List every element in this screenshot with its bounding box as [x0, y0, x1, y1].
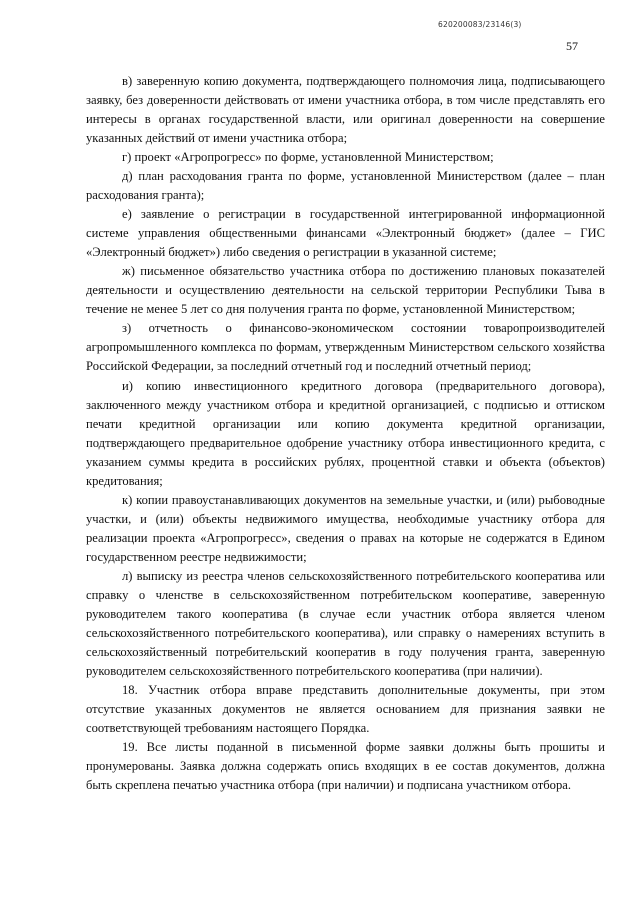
paragraph-clause-19: 19. Все листы поданной в письменной форме заявки должны быть прошиты и пронумерованы. Заявка должна содержать опись входящих в ее состав документов, должна быть скреплена печатью участника отбора (при наличии) и подписана участником отбора.: [86, 740, 605, 793]
paragraph-item-v: в) заверенную копию документа, подтверждающего полномочия лица, подписывающего заявку, без доверенности действовать от имени участника отбора, в том числе представлять его интересы в органах государственной власти, или оригинал доверенности на совершение указанных действий от имени участника отбора;: [86, 74, 605, 146]
document-body: [86, 72, 605, 795]
paragraph-item-zh: ж) письменное обязательство участника отбора по достижению плановых показателей деятельности и осуществлению деятельности на сельской территории Республики Тыва в течение не менее 5 лет со дня получения гранта по форме, установленной Министерством;: [86, 264, 605, 317]
document-id: 620200083/23146(3): [438, 20, 522, 29]
paragraph-item-l: л) выписку из реестра членов сельскохозяйственного потребительского кооператива или справку о членстве в сельскохозяйственном потребительском кооперативе, заверенную руководителем такого кооператива (в случае если участник отбора является членом сельскохозяйственного потребительского кооператива), или справку о намерениях вступить в сельскохозяйственный потребительский кооператив в году получения гранта, заверенную руководителем сельскохозяйственного потребительского кооператива (при наличии).: [86, 568, 605, 678]
paragraph-item-d: д) план расходования гранта по форме, установленной Министерством (далее – план расходования гранта);: [86, 169, 605, 203]
paragraph-item-i: и) копию инвестиционного кредитного договора (предварительного договора), заключенного между участником отбора и кредитной организацией, с подписью и оттиском печати кредитной организации или копию документа кредитной организации, подтверждающего предварительное одобрение участнику отбора инвестиционного кредита, с указанием суммы кредита в российских рублях, процентной ставки и объекта (объектов) кредитования;: [86, 378, 605, 488]
page-number: 57: [566, 39, 578, 53]
paragraph-item-k: к) копии правоустанавливающих документов на земельные участки, и (или) рыбоводные участки, и (или) объекты недвижимого имущества, необходимые участнику отбора для реализации проекта «Агропрогресс», сведения о правах на которые не содержатся в Едином государственном реестре недвижимости;: [86, 492, 605, 564]
paragraph-item-g: г) проект «Агропрогресс» по форме, установленной Министерством;: [122, 150, 494, 165]
paragraph-item-e: е) заявление о регистрации в государственной интегрированной информационной системе управления общественными финансами «Электронный бюджет» (далее – ГИС «Электронный бюджет») либо сведения о регистрации в указанной системе;: [86, 207, 605, 260]
paragraph-item-z: з) отчетность о финансово-экономическом состоянии товаропроизводителей агропромышленного комплекса по формам, утвержденным Министерством сельского хозяйства Российской Федерации, за последний отчетный год и последний отчетный период;: [86, 321, 605, 374]
paragraph-clause-18: 18. Участник отбора вправе представить дополнительные документы, при этом отсутствие указанных документов не является основанием для признания заявки не соответствующей требованиям настоящего Порядка.: [86, 683, 605, 736]
